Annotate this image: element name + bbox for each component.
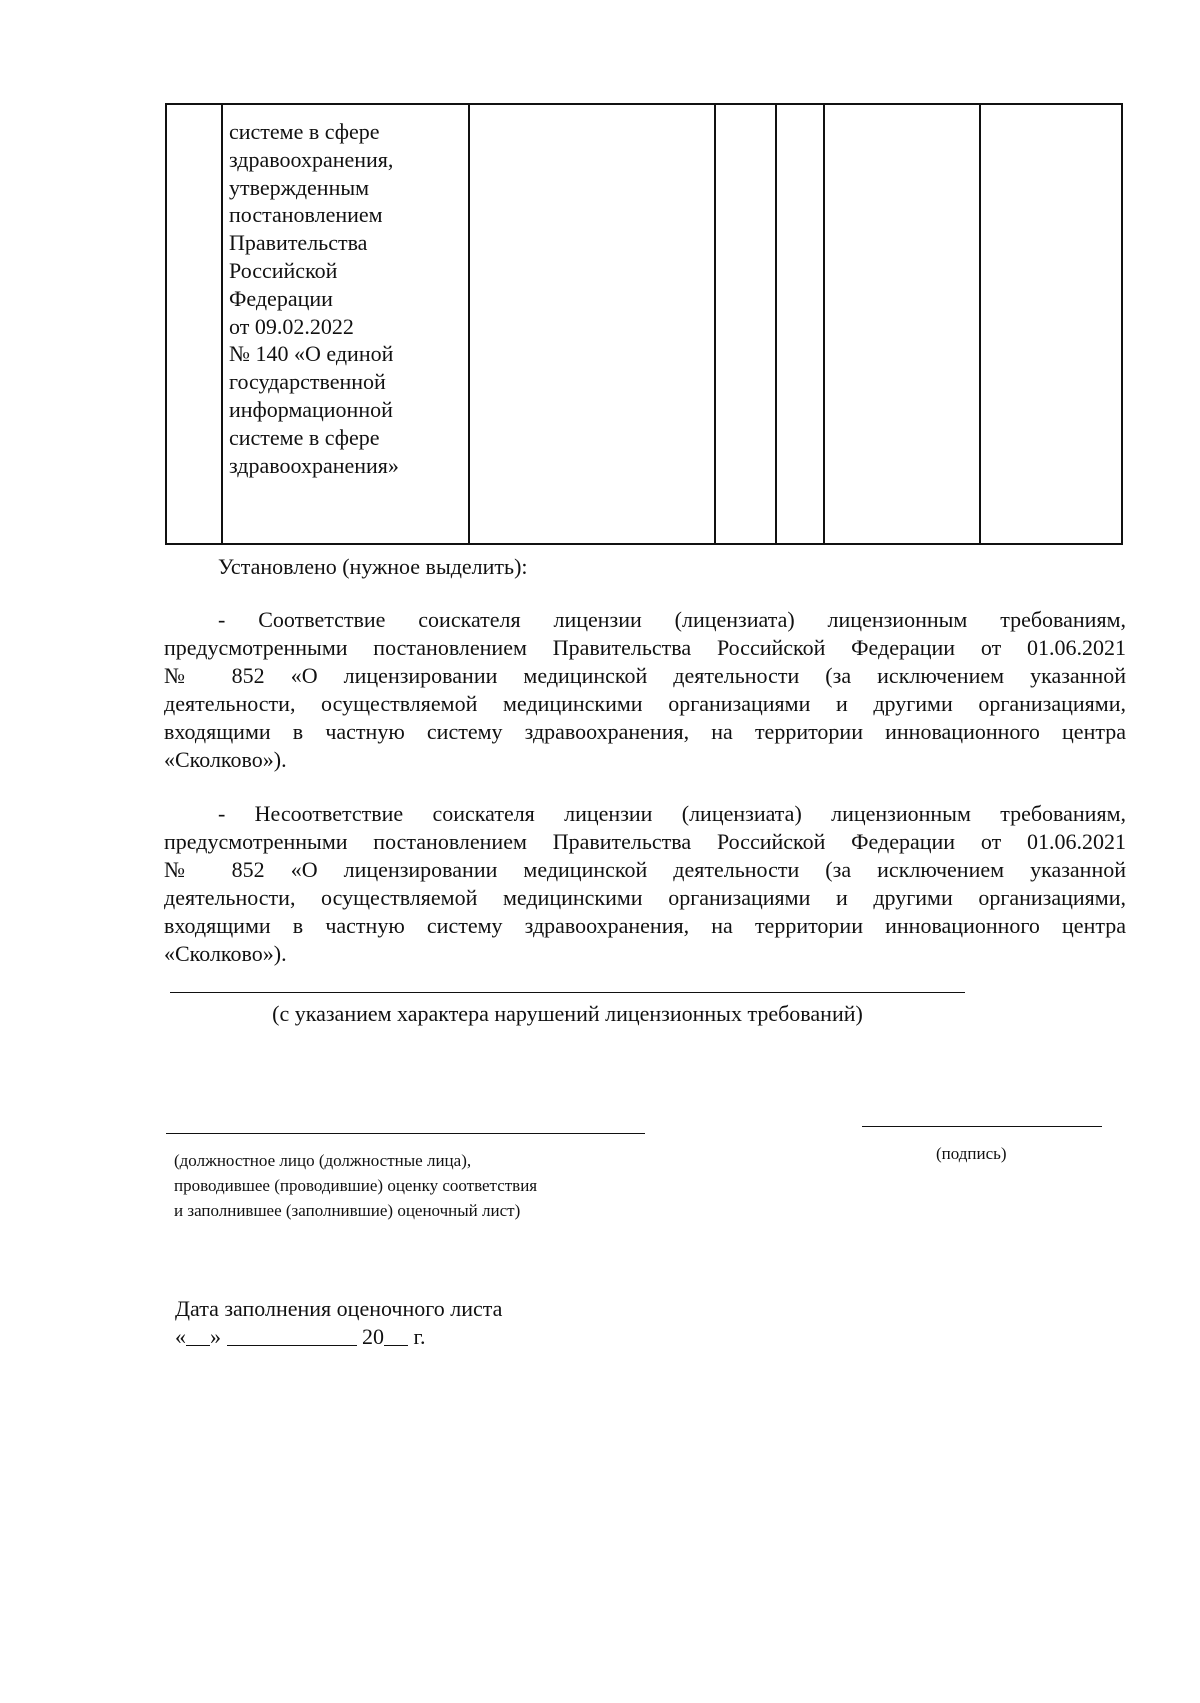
table-column-divider [775, 105, 777, 543]
signature-input-line[interactable] [862, 1126, 1102, 1127]
date-fill-line [175, 1323, 426, 1351]
compliance-paragraph[interactable] [164, 606, 1126, 774]
date-month-blank[interactable] [227, 1323, 357, 1346]
official-caption: (должностное лицо (должностные лица), проводившее (проводившие) оценку соответствия и заполнившее (заполнившие) оценочный лист) [174, 1151, 538, 1220]
table-column-divider [979, 105, 981, 543]
date-year-suffix: г. [413, 1324, 426, 1349]
date-day-blank[interactable] [186, 1323, 210, 1346]
violations-input-line[interactable] [170, 992, 965, 993]
paragraph-line: «Сколково»). [164, 747, 287, 772]
table-column-divider [468, 105, 470, 543]
table-column-divider [221, 105, 223, 543]
official-name-input-line[interactable] [166, 1133, 645, 1134]
paragraph-line: № 852 «О лицензировании медицинской деятельности (за исключением указанной [164, 857, 1126, 882]
paragraph-line: входящими в частную систему здравоохранения, на территории инновационного центра [164, 719, 1126, 744]
date-year-blank[interactable] [384, 1323, 408, 1346]
paragraph-line: деятельности, осуществляемой медицинскими организациями и другими организациями, [164, 691, 1126, 716]
signature-caption: (подпись) [936, 1144, 1007, 1163]
date-title: Дата заполнения оценочного листа [175, 1296, 503, 1321]
paragraph-line: предусмотренными постановлением Правительства Российской Федерации от 01.06.2021 [164, 635, 1126, 660]
paragraph-line: предусмотренными постановлением Правительства Российской Федерации от 01.06.2021 [164, 829, 1126, 854]
violations-caption: (с указанием характера нарушений лицензионных требований) [272, 1001, 863, 1026]
noncompliance-paragraph[interactable] [164, 800, 1126, 968]
result-heading: Установлено (нужное выделить): [218, 554, 528, 579]
paragraph-line: деятельности, осуществляемой медицинскими организациями и другими организациями, [164, 885, 1126, 910]
paragraph-line: «Сколково»). [164, 941, 287, 966]
date-open-quote: « [175, 1324, 186, 1349]
paragraph-line: - Несоответствие соискателя лицензии (лицензиата) лицензионным требованиям, [218, 801, 1126, 826]
table-column-divider [823, 105, 825, 543]
date-close-quote: » [210, 1324, 221, 1349]
table-cell-requirement-text: системе в сфере здравоохранения, утвержденным постановлением Правительства Российской Федерации от 09.02.2022 № 140 «О единой государственной информационной системе в сфере здравоохранения» [229, 119, 399, 478]
paragraph-line: - Соответствие соискателя лицензии (лицензиата) лицензионным требованиям, [218, 607, 1126, 632]
table-column-divider [714, 105, 716, 543]
paragraph-line: № 852 «О лицензировании медицинской деятельности (за исключением указанной [164, 663, 1126, 688]
paragraph-line: входящими в частную систему здравоохранения, на территории инновационного центра [164, 913, 1126, 938]
assessment-table-fragment [165, 103, 1123, 545]
date-year-prefix: 20 [362, 1324, 384, 1349]
